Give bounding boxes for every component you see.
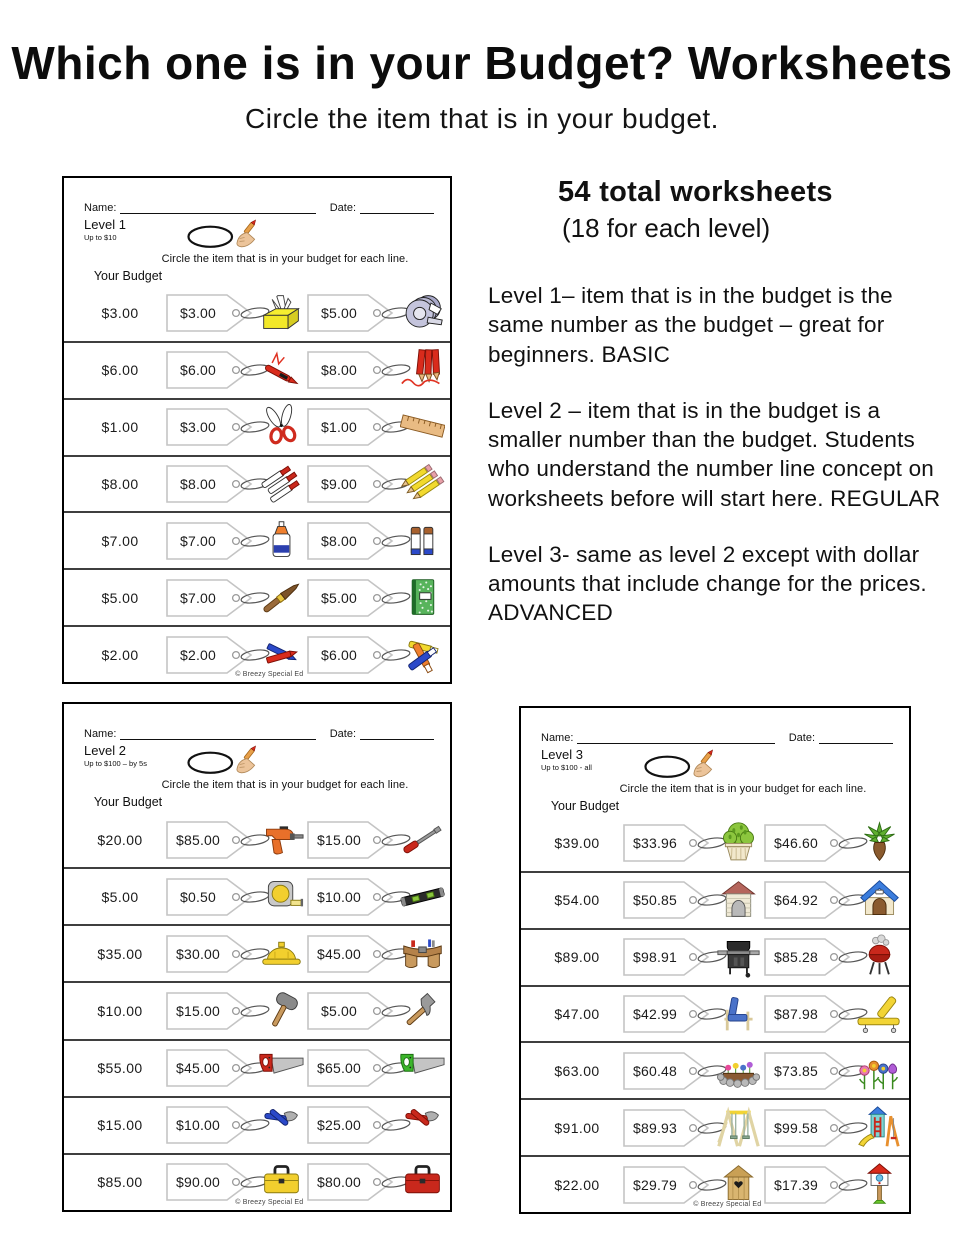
green-saw-icon xyxy=(400,1045,445,1090)
price-label: $3.00 xyxy=(179,419,217,436)
yellow-pencils-icon xyxy=(400,461,445,506)
worksheet-row xyxy=(64,1039,450,1096)
birdhouse-icon xyxy=(716,1162,761,1207)
price-label: $45.00 xyxy=(175,1060,221,1077)
price-label: $90.00 xyxy=(175,1174,221,1191)
info-heading: 54 total worksheets xyxy=(558,176,833,208)
markers-icon xyxy=(259,461,304,506)
blue-chair-icon xyxy=(716,991,761,1036)
price-label: $99.58 xyxy=(773,1119,819,1136)
price-tag-option xyxy=(165,1101,303,1149)
info-column xyxy=(488,176,950,628)
crayons-icon xyxy=(259,632,304,677)
price-tag-option xyxy=(306,346,444,394)
red-pencils-icon xyxy=(400,347,445,392)
red-pen-icon xyxy=(259,347,304,392)
level-title: Level 2 xyxy=(84,743,126,758)
price-tag-option xyxy=(165,289,303,337)
level-range: Up to $10 xyxy=(84,233,117,243)
price-label: $98.91 xyxy=(632,949,678,966)
playset-icon xyxy=(857,1105,902,1150)
budget-amount: $10.00 xyxy=(97,1002,143,1019)
price-tag-option xyxy=(306,631,444,679)
circle-pencil-icon xyxy=(639,745,729,781)
name-label: Name: xyxy=(84,728,117,740)
budget-amount: $85.00 xyxy=(97,1174,143,1191)
name-date-row xyxy=(541,732,893,744)
budget-amount: $15.00 xyxy=(97,1117,143,1134)
price-label: $5.00 xyxy=(320,305,358,322)
level-header-row xyxy=(64,743,450,779)
worksheet-instruction: Circle the item that is in your budget for each line. xyxy=(161,779,409,791)
price-tag-option xyxy=(306,987,444,1035)
price-label: $6.00 xyxy=(320,646,358,663)
price-tag-option xyxy=(165,1044,303,1092)
worksheet-instruction: Circle the item that is in your budget for each line. xyxy=(161,253,409,265)
worksheet-rows xyxy=(64,286,450,682)
price-tag-option xyxy=(763,1104,901,1152)
name-blank-line xyxy=(120,728,315,740)
price-tag-option xyxy=(763,876,901,924)
worksheet-row xyxy=(64,341,450,398)
potted-bush-icon xyxy=(716,820,761,865)
worksheet-row xyxy=(64,1096,450,1153)
level-range: Up to $100 – by 5s xyxy=(84,759,147,769)
price-tag-option xyxy=(165,930,303,978)
budget-amount: $8.00 xyxy=(101,476,139,492)
price-tag-option xyxy=(165,987,303,1035)
price-tag-option xyxy=(622,933,760,981)
name-date-row xyxy=(84,202,434,214)
price-label: $3.00 xyxy=(179,305,217,322)
worksheet-row xyxy=(64,924,450,981)
tissue-box-icon xyxy=(259,290,304,335)
info-subheading: (18 for each level) xyxy=(562,213,771,243)
price-label: $10.00 xyxy=(316,888,362,905)
worksheet-row xyxy=(64,398,450,455)
price-label: $8.00 xyxy=(179,476,217,492)
budget-amount: $63.00 xyxy=(554,1062,600,1079)
level-range: Up to $100 - all xyxy=(541,763,592,773)
tape-measure-icon xyxy=(259,874,304,919)
price-label: $85.28 xyxy=(773,949,819,966)
flower-bed-icon xyxy=(716,1048,761,1093)
name-date-row xyxy=(84,728,434,740)
price-tag-option xyxy=(165,574,303,622)
price-label: $0.50 xyxy=(179,888,217,905)
price-tag-option xyxy=(306,1158,444,1206)
swing-set-icon xyxy=(716,1105,761,1150)
worksheet-row xyxy=(64,812,450,867)
level-header-row xyxy=(521,747,909,783)
price-tag-option xyxy=(306,403,444,451)
red-saw-icon xyxy=(259,1045,304,1090)
budget-amount: $22.00 xyxy=(554,1176,600,1193)
worksheet-rows xyxy=(64,812,450,1210)
budget-amount: $2.00 xyxy=(101,646,139,663)
price-tag-option xyxy=(763,819,901,867)
page-title: Which one is in your Budget? Worksheets xyxy=(11,37,953,89)
level-title: Level 1 xyxy=(84,217,126,232)
budget-column-header: Your Budget xyxy=(550,799,620,813)
worksheet-level-3 xyxy=(519,706,911,1214)
gas-grill-icon xyxy=(716,934,761,979)
page-subtitle: Circle the item that is in your budget. xyxy=(245,103,719,134)
price-label: $33.96 xyxy=(632,835,678,852)
price-tag-option xyxy=(306,1101,444,1149)
worksheet-row xyxy=(64,286,450,341)
price-label: $50.85 xyxy=(632,892,678,909)
price-tag-option xyxy=(763,1161,901,1209)
yellow-toolbox-icon xyxy=(259,1159,304,1204)
budget-amount: $6.00 xyxy=(101,362,139,379)
price-label: $64.92 xyxy=(773,892,819,909)
price-tag-option xyxy=(622,1104,760,1152)
budget-amount: $35.00 xyxy=(97,945,143,962)
budget-amount: $3.00 xyxy=(101,305,139,322)
tape-dispenser-icon xyxy=(400,290,445,335)
scissors-icon xyxy=(259,404,304,449)
budget-amount: $39.00 xyxy=(554,835,600,852)
level-block xyxy=(541,748,592,773)
drill-icon xyxy=(259,817,304,862)
level-icon xyxy=(400,874,445,919)
red-toolbox-icon xyxy=(400,1159,445,1204)
date-label: Date: xyxy=(329,202,356,214)
name-label: Name: xyxy=(84,202,117,214)
budget-amount: $89.00 xyxy=(554,949,600,966)
budget-amount: $5.00 xyxy=(101,888,139,905)
copyright-credit: © Breezy Special Ed xyxy=(235,671,304,678)
price-label: $29.79 xyxy=(632,1176,678,1193)
worksheet-row xyxy=(521,985,909,1042)
budget-column-header: Your Budget xyxy=(93,795,163,809)
price-tag-option xyxy=(306,289,444,337)
price-label: $17.39 xyxy=(773,1176,819,1193)
level-1-description: Level 1– item that is in the budget is the same number as the budget – great for beginners. BASIC xyxy=(488,283,893,367)
date-label: Date: xyxy=(788,732,815,744)
price-tag-option xyxy=(165,346,303,394)
price-label: $42.99 xyxy=(632,1006,678,1022)
hard-hat-icon xyxy=(259,931,304,976)
blue-pliers-icon xyxy=(259,1102,304,1147)
price-label: $15.00 xyxy=(175,1002,221,1019)
price-tag-option xyxy=(306,873,444,921)
birdhouse-pole-icon xyxy=(857,1162,902,1207)
worksheet-row xyxy=(521,871,909,928)
price-label: $65.00 xyxy=(316,1060,362,1077)
worksheet-row xyxy=(64,511,450,568)
price-tag-option xyxy=(763,990,901,1038)
lounge-chair-icon xyxy=(857,991,902,1036)
level-block xyxy=(84,218,126,243)
price-tag-option xyxy=(165,403,303,451)
price-label: $15.00 xyxy=(316,831,362,848)
copyright-credit: © Breezy Special Ed xyxy=(693,1201,762,1208)
price-tag-option xyxy=(763,933,901,981)
worksheet-row xyxy=(64,455,450,512)
price-label: $60.48 xyxy=(632,1062,678,1079)
price-label: $8.00 xyxy=(320,532,358,549)
copyright-credit: © Breezy Special Ed xyxy=(235,1199,304,1206)
mallet-icon xyxy=(259,988,304,1033)
price-tag-option xyxy=(306,816,444,864)
price-tag-option xyxy=(622,876,760,924)
price-label: $73.85 xyxy=(773,1062,819,1079)
glue-sticks-icon xyxy=(400,518,445,563)
worksheet-row xyxy=(521,816,909,871)
price-label: $1.00 xyxy=(320,419,358,436)
price-tag-option xyxy=(622,1047,760,1095)
price-label: $10.00 xyxy=(175,1117,221,1134)
price-tag-option xyxy=(165,517,303,565)
worksheet-row xyxy=(521,928,909,985)
price-label: $80.00 xyxy=(316,1174,362,1191)
glue-bottle-icon xyxy=(259,518,304,563)
worksheet-row xyxy=(64,981,450,1038)
notebook-icon xyxy=(400,575,445,620)
budget-amount: $47.00 xyxy=(554,1006,600,1022)
date-blank-line xyxy=(360,728,434,740)
tool-belt-icon xyxy=(400,931,445,976)
circle-pencil-icon xyxy=(182,215,272,251)
worksheet-instruction: Circle the item that is in your budget for each line. xyxy=(619,783,867,795)
date-label: Date: xyxy=(329,728,356,740)
price-label: $89.93 xyxy=(632,1119,678,1136)
date-blank-line xyxy=(360,202,434,214)
worksheet-row xyxy=(521,1098,909,1155)
price-label: $7.00 xyxy=(179,532,217,549)
outdoor-fireplace-icon xyxy=(716,877,761,922)
budget-amount: $7.00 xyxy=(101,532,139,549)
kettle-grill-icon xyxy=(857,934,902,979)
price-label: $6.00 xyxy=(179,362,217,379)
worksheet-level-2 xyxy=(62,702,452,1212)
price-tag-option xyxy=(165,873,303,921)
price-label: $8.00 xyxy=(320,362,358,379)
worksheet-rows xyxy=(521,816,909,1212)
price-label: $9.00 xyxy=(320,476,358,492)
date-blank-line xyxy=(819,732,893,744)
price-tag-option xyxy=(306,930,444,978)
price-tag-option xyxy=(165,460,303,508)
worksheet-row xyxy=(64,568,450,625)
worksheet-level-1 xyxy=(62,176,452,684)
hammer-icon xyxy=(400,988,445,1033)
price-label: $46.60 xyxy=(773,835,819,852)
price-tag-option xyxy=(306,517,444,565)
level-2-description: Level 2 – item that is in the budget is a smaller number than the budget. Students who understand the number line concept on worksheets before will start here. REGULAR xyxy=(488,397,941,511)
price-tag-option xyxy=(622,990,760,1038)
budget-column-header: Your Budget xyxy=(93,269,163,283)
price-label: $5.00 xyxy=(320,589,358,606)
price-label: $5.00 xyxy=(320,1002,358,1019)
level-title: Level 3 xyxy=(541,747,583,762)
price-label: $7.00 xyxy=(179,589,217,606)
budget-amount: $20.00 xyxy=(97,831,143,848)
price-tag-option xyxy=(165,816,303,864)
ruler-icon xyxy=(400,404,445,449)
price-tag-option xyxy=(306,460,444,508)
level-block xyxy=(84,744,147,769)
palm-plant-icon xyxy=(857,820,902,865)
worksheet-row xyxy=(64,867,450,924)
red-pliers-icon xyxy=(400,1102,445,1147)
dog-house-icon xyxy=(857,877,902,922)
level-header-row xyxy=(64,217,450,253)
paintbrush-icon xyxy=(259,575,304,620)
circle-pencil-icon xyxy=(182,741,272,777)
price-tag-option xyxy=(622,819,760,867)
price-label: $45.00 xyxy=(316,945,362,962)
price-tag-option xyxy=(306,1044,444,1092)
marker-bundle-icon xyxy=(400,632,445,677)
name-blank-line xyxy=(120,202,315,214)
budget-amount: $5.00 xyxy=(101,589,139,606)
budget-amount: $1.00 xyxy=(101,419,139,436)
price-label: $25.00 xyxy=(316,1117,362,1134)
price-label: $2.00 xyxy=(179,646,217,663)
price-tag-option xyxy=(306,574,444,622)
budget-amount: $91.00 xyxy=(554,1119,600,1136)
budget-amount: $54.00 xyxy=(554,892,600,909)
screwdriver-icon xyxy=(400,817,445,862)
name-blank-line xyxy=(577,732,774,744)
flowers-icon xyxy=(857,1048,902,1093)
worksheet-row xyxy=(521,1041,909,1098)
name-label: Name: xyxy=(541,732,574,744)
price-label: $30.00 xyxy=(175,945,221,962)
level-3-description: Level 3- same as level 2 except with dollar amounts that include change for the prices. ADVANCED xyxy=(488,541,927,626)
price-label: $87.98 xyxy=(773,1006,819,1022)
price-label: $85.00 xyxy=(175,831,221,848)
budget-amount: $55.00 xyxy=(97,1060,143,1077)
price-tag-option xyxy=(763,1047,901,1095)
